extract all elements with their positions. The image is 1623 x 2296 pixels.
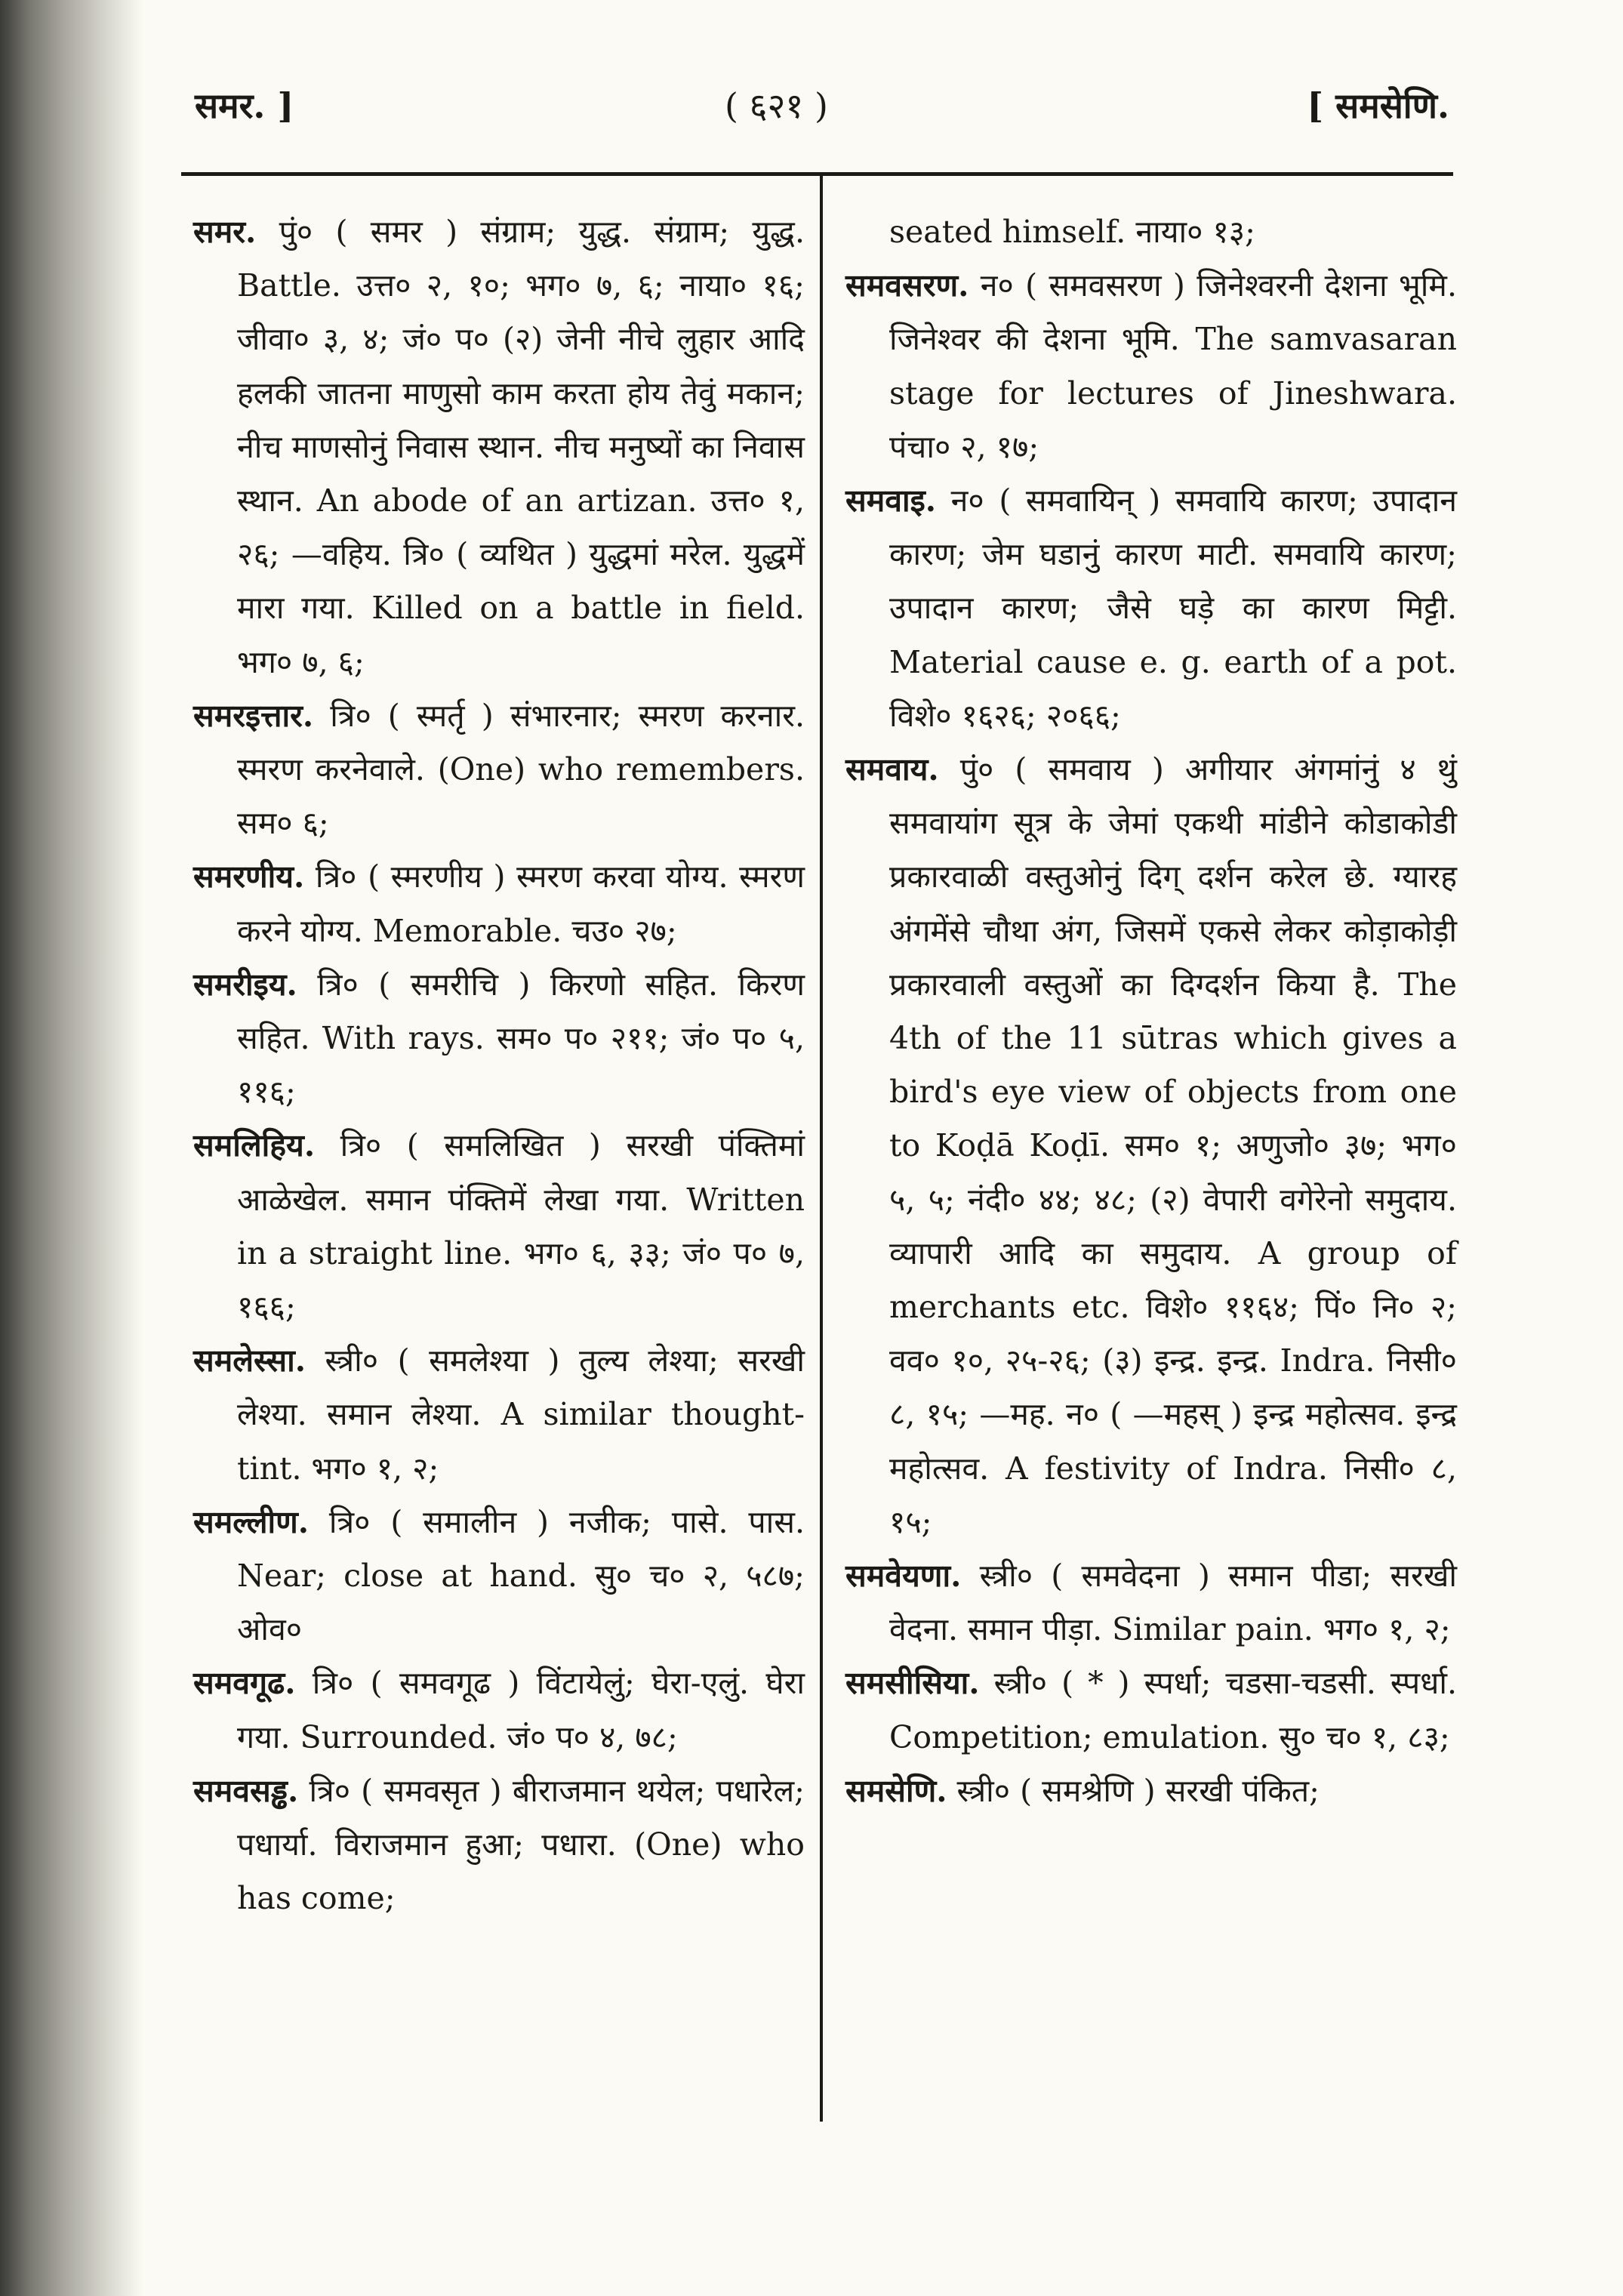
entry-headword: समसेणि. [845, 1772, 947, 1809]
entry-body: त्रि० ( समलिखित ) सरखी पंक्तिमां आळेखेल. समान पंक्तिमें लेखा गया. Written in a straight line. भग० ६, ३३; जं० प० ७, १६६; [237, 1127, 805, 1326]
entry-body: त्रि० ( समवसृत ) बीराजमान थयेल; पधारेल; पधार्या. विराजमान हुआ; पधारा. (One) who has come; [237, 1772, 805, 1917]
entry-headword: समवाय. [845, 751, 939, 788]
entry-body: त्रि० ( स्मरणीय ) स्मरण करवा योग्य. स्मरण करने योग्य. Memorable. चउ० २७; [237, 858, 805, 949]
dictionary-entry [193, 850, 805, 957]
entry-headword: समवेयणा. [845, 1558, 962, 1595]
dictionary-entry [845, 743, 1457, 1549]
entry-body: पुं० ( समर ) संग्राम; युद्ध. संग्राम; युद्ध. Battle. उत्त० २, १०; भग० ७, ६; नाया० १६; जीवा० ३, ४; जं० प० (२) जेनी नीचे लुहार आदि हलकी जातना माणुसो काम करता होय तेवुं मकान; नीच माणसोनुं निवास स्थान. नीच मनुष्यों का निवास स्थान. An abode of an artizan. उत्त० १, २६; —वहिय. त्रि० ( व्यथित ) युद्धमां मरेल. युद्धमें मारा गया. Killed on a battle in field. भग० ७, ६; [237, 214, 805, 680]
entry-headword: समरइत्तार. [193, 697, 314, 734]
dictionary-entry [193, 1764, 805, 1926]
column-divider [820, 174, 823, 2122]
dictionary-entry [193, 1496, 805, 1657]
entry-headword: समवगूढ. [193, 1665, 296, 1702]
entry-headword: समवसरण. [845, 267, 969, 304]
entry-body: स्त्री० ( समश्रेणि ) सरखी पंकित; [956, 1772, 1320, 1809]
entry-headword: समसीसिया. [845, 1665, 980, 1702]
dictionary-entry [193, 689, 805, 851]
scan-binding-shadow [0, 0, 143, 2296]
entry-body: seated himself. नाया० १३; [889, 214, 1255, 250]
dictionary-entry [845, 1764, 1457, 1818]
entry-headword: समल्लीण. [193, 1503, 310, 1540]
running-head-left: समर. ] [195, 85, 294, 126]
entry-headword: समरणीय. [193, 858, 305, 895]
dictionary-entry [845, 1549, 1457, 1657]
page-number: ( ६२१ ) [725, 85, 828, 126]
dictionary-entry [845, 1657, 1457, 1764]
dictionary-entry [845, 474, 1457, 743]
right-column [845, 205, 1457, 1818]
header-rule [181, 172, 1453, 176]
entry-body: त्रि० ( स्मर्तृ ) संभारनार; स्मरण करनार. स्मरण करनेवाले. (One) who remembers. सम० ६; [237, 697, 805, 842]
entry-headword: समरीइय. [193, 966, 297, 1003]
running-head-right: [ समसेणि. [1307, 85, 1449, 126]
dictionary-entry [193, 1334, 805, 1496]
entry-body: न० ( समवसरण ) जिनेश्वरनी देशना भूमि. जिनेश्वर की देशना भूमि. The samvasaran stage for lectures of Jineshwara. पंचा० २, १७; [889, 267, 1457, 465]
dictionary-entry [845, 259, 1457, 474]
entry-body: स्त्री० ( समवेदना ) समान पीडा; सरखी वेदना. समान पीड़ा. Similar pain. भग० १, २; [889, 1558, 1457, 1648]
dictionary-entry [193, 958, 805, 1120]
entry-headword: समवसड्ढ. [193, 1772, 299, 1809]
entry-headword: समवाइ. [845, 482, 937, 519]
entry-body: त्रि० ( समरीचि ) किरणो सहित. किरण सहित. With rays. सम० प० २११; जं० प० ५, ११६; [237, 966, 805, 1111]
entry-headword: समलिहिय. [193, 1127, 316, 1164]
entry-body: स्त्री० ( समलेश्या ) तुल्य लेश्या; सरखी लेश्या. समान लेश्या. A similar thought-tint. भग० १, २; [237, 1342, 805, 1487]
entry-headword: समर. [193, 214, 257, 250]
entry-continuation [845, 205, 1457, 259]
entry-body: पुं० ( समवाय ) अगीयार अंगमांनुं ४ थुं समवायांग सूत्र के जेमां एकथी मांडीने कोडाकोडी प्रकारवाळी वस्तुओनुं दिग् दर्शन करेल छे. ग्यारह अंगमेंसे चौथा अंग, जिसमें एकसे लेकर कोड़ाकोड़ी प्रकारवाली वस्तुओं का दिग्दर्शन किया है. The 4th of the 11 sūtras which gives a bird's eye view of objects from one to Koḍā Koḍī. सम० १; अणुजो० ३७; भग० ५, ५; नंदी० ४४; ४८; (२) वेपारी वगेरेनो समुदाय. व्यापारी आदि का समुदाय. A group of merchants etc. विशे० ११६४; पिं० नि० २; वव० १०, २५-२६; (३) इन्द्र. इन्द्र. Indra. निसी० ८, १५; —मह. न० ( —महस् ) इन्द्र महोत्सव. इन्द्र महोत्सव. A festivity of Indra. निसी० ८, १५; [889, 751, 1457, 1540]
entry-headword: समलेस्सा. [193, 1342, 306, 1379]
entry-body: स्त्री० ( * ) स्पर्धा; चडसा-चडसी. स्पर्धा. Competition; emulation. सु० च० १, ८३; [889, 1665, 1457, 1755]
dictionary-entry [193, 1119, 805, 1334]
entry-body: न० ( समवायिन् ) समवायि कारण; उपादान कारण; जेम घडानुं कारण माटी. समवायि कारण; उपादान कारण; जैसे घड़े का कारण मिट्टी. Material cause e. g. earth of a pot. विशे० १६२६; २०६६; [889, 482, 1457, 734]
entry-body: त्रि० ( समवगूढ ) विंटायेलुं; घेरा-एलुं. घेरा गया. Surrounded. जं० प० ४, ७८; [237, 1665, 805, 1755]
dictionary-entry [193, 205, 805, 689]
left-column [193, 205, 805, 1926]
dictionary-entry [193, 1657, 805, 1764]
entry-body: त्रि० ( समालीन ) नजीक; पासे. पास. Near; close at hand. सु० च० २, ५८७; ओव० [237, 1503, 805, 1648]
